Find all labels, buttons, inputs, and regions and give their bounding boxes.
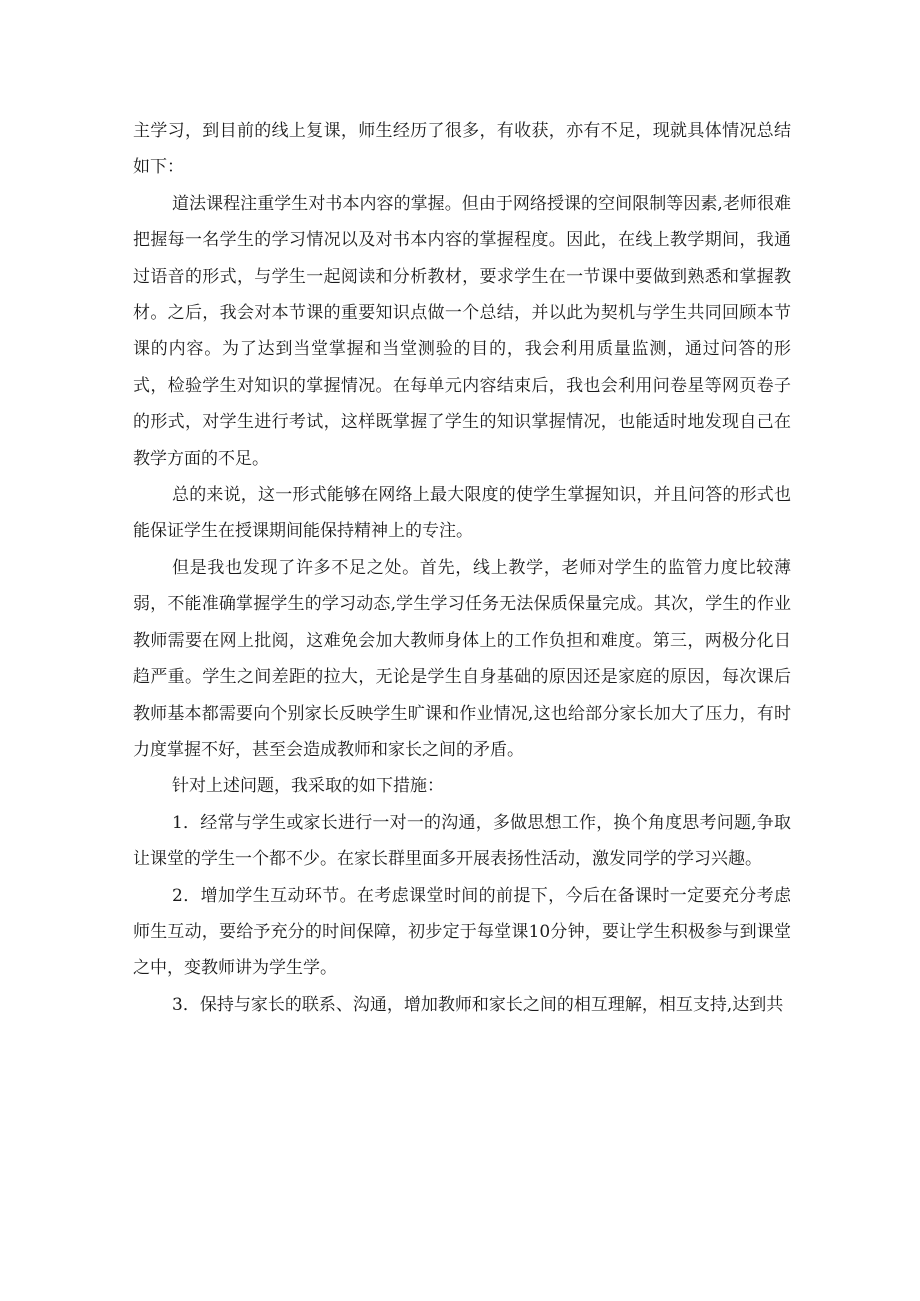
list-item-measure-2: 2．增加学生互动环节。在考虑课堂时间的前提下，今后在备课时一定要充分考虑师生互动，要给予充分的时间保障，初步定于每堂课10分钟，要让学生积极参与到课堂之中，变教师讲为学生学。 <box>133 885 791 979</box>
document-page <box>133 113 791 1023</box>
paragraph-shortcomings: 但是我也发现了许多不足之处。首先，线上教学，老师对学生的监管力度比较薄弱，不能准确掌握学生的学习动态,学生学习任务无法保质保量完成。其次，学生的作业教师需要在网上批阅，这难免会加大教师身体上的工作负担和难度。第三，两极分化日趋严重。学生之间差距的拉大，无论是学生自身基础的原因还是家庭的原因，每次课后教师基本都需要向个别家长反映学生旷课和作业情况,这也给部分家长加大了压力，有时力度掌握不好，甚至会造成教师和家长之间的矛盾。 <box>133 557 791 760</box>
paragraph-measures-intro: 针对上述问题，我采取的如下措施： <box>172 776 444 797</box>
paragraph-teaching-method: 道法课程注重学生对书本内容的掌握。但由于网络授课的空间限制等因素,老师很难把握每一名学生的学习情况以及对书本内容的掌握程度。因此，在线上教学期间，我通过语音的形式，与学生一起阅读和分析教材，要求学生在一节课中要做到熟悉和掌握教材。之后，我会对本节课的重要知识点做一个总结，并以此为契机与学生共同回顾本节课的内容。为了达到当堂掌握和当堂测验的目的，我会利用质量监测，通过问答的形式，检验学生对知识的掌握情况。在每单元内容结束后，我也会利用问卷星等网页卷子的形式，对学生进行考试，这样既掌握了学生的知识掌握情况，也能适时地发现自己在教学方面的不足。 <box>133 193 791 469</box>
list-item-measure-3: 3．保持与家长的联系、沟通，增加教师和家长之间的相互理解，相互支持,达到共 <box>172 994 784 1015</box>
paragraph-summary: 总的来说，这一形式能够在网络上最大限度的使学生掌握知识，并且问答的形式也能保证学生在授课期间能保持精神上的专注。 <box>133 485 791 542</box>
list-item-measure-1: 1．经常与学生或家长进行一对一的沟通，多做思想工作，换个角度思考问题,争取让课堂的学生一个都不少。在家长群里面多开展表扬性活动，激发同学的学习兴趣。 <box>133 812 791 870</box>
continuation-paragraph: 主学习，到目前的线上复课，师生经历了很多，有收获，亦有不足，现就具体情况总结如下： <box>133 121 791 178</box>
